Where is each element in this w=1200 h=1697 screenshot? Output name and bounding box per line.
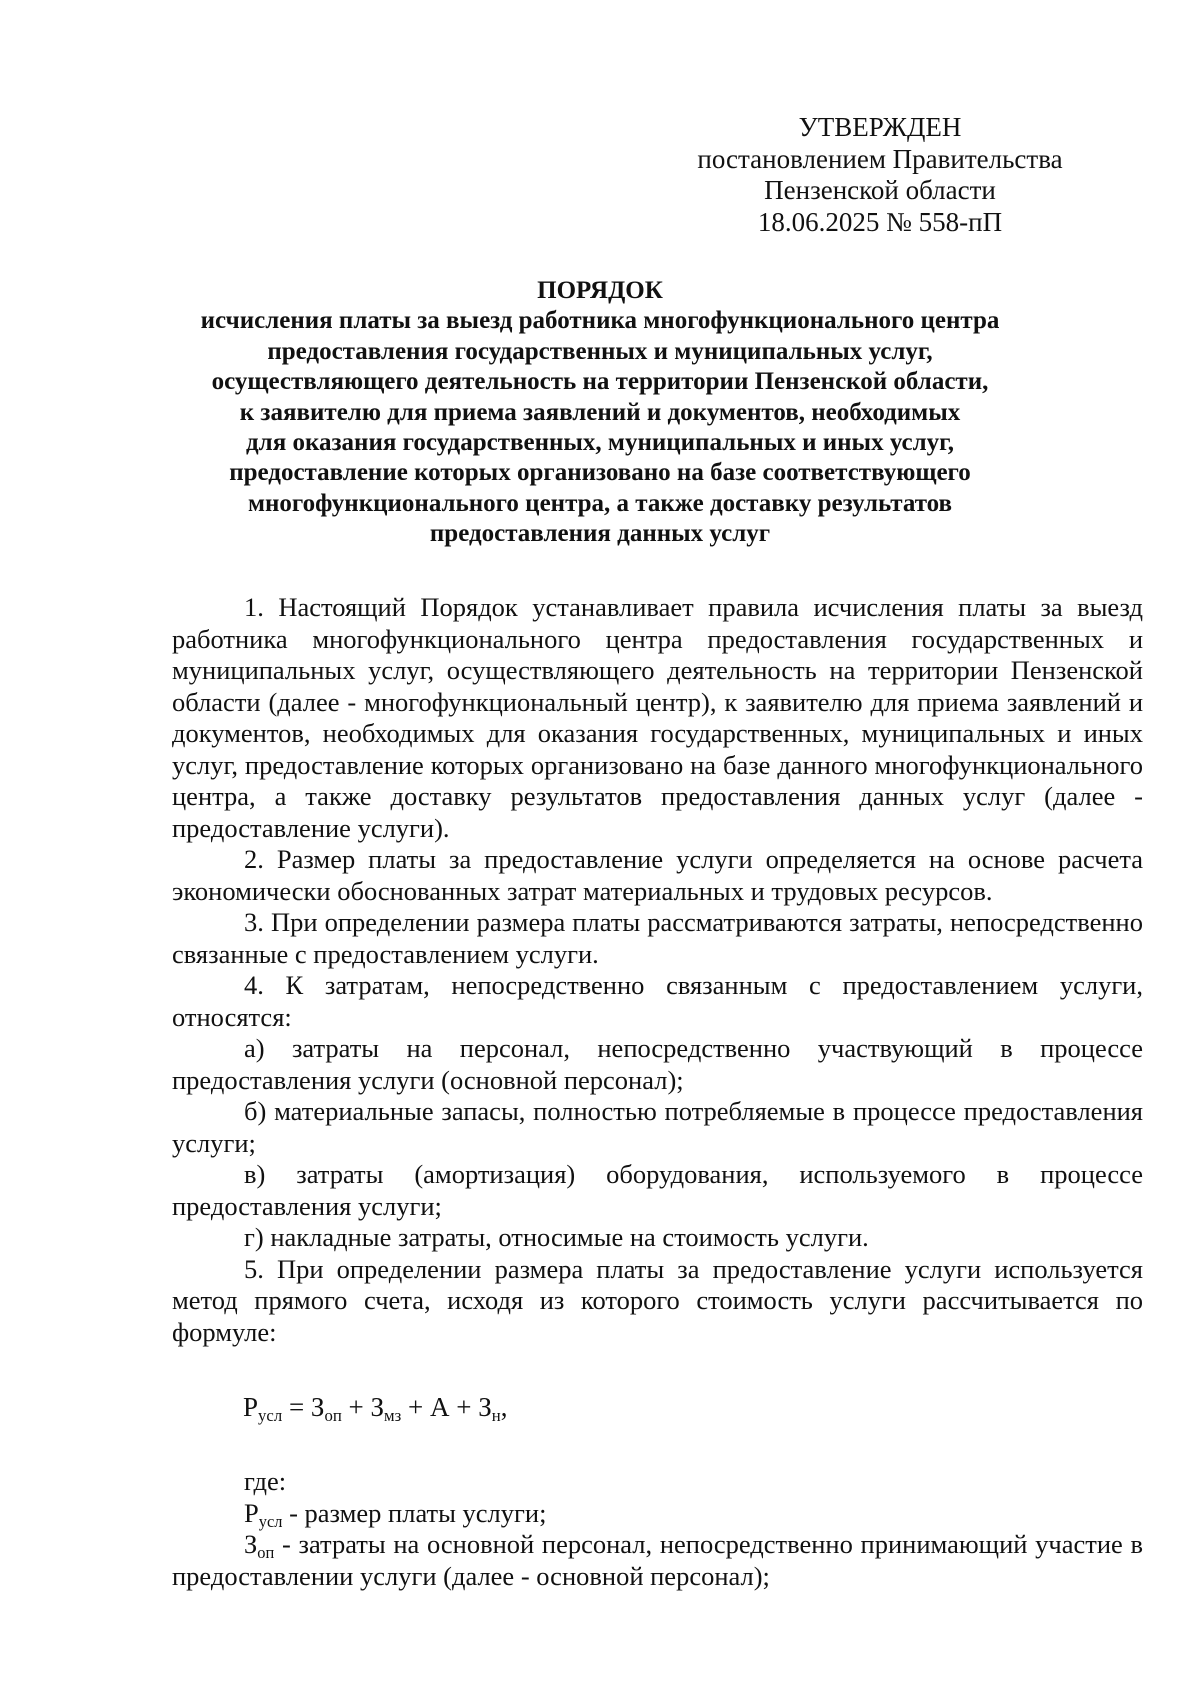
formula-plus-a: + А + [401,1392,479,1422]
formula-p-sub: усл [258,1406,283,1426]
definition-symbol-sub: оп [257,1542,275,1562]
approval-date-number: 18.06.2025 № 558-пП [757,206,1003,237]
paragraph-3: 3. При определении размера платы рассматриваются затраты, непосредственно связанные с предоставлением услуги. [172,907,1143,969]
formula-p: Р [243,1392,259,1422]
definition-symbol: З [244,1529,258,1559]
title-line: к заявителю для приема заявлений и документов, необходимых [239,398,961,426]
title-line: предоставления данных услуг [429,520,771,548]
paragraph-4a: а) затраты на персонал, непосредственно участвующий в процессе предоставления услуги (основной персонал); [172,1033,1143,1095]
title-line: осуществляющего деятельность на территории Пензенской области, [211,368,989,396]
definition-z-op [172,1529,1143,1592]
paragraph-4d: г) накладные затраты, относимые на стоимость услуги. [244,1222,869,1252]
formula-z1: З [310,1392,325,1422]
formula-z3-sub: н [491,1406,501,1426]
title-line: предоставление которых организовано на базе соответствующего [229,459,971,487]
formula-eq: = [282,1392,311,1422]
formula-definitions [172,1466,1143,1592]
paragraph-1: 1. Настоящий Порядок устанавливает правила исчисления платы за выезд работника многофункционального центра предоставления государственных и муниципальных услуг, осуществляющего деятельность на территории Пензенской области (далее - многофункциональный центр), к заявителю для приема заявлений и документов, необходимых для оказания государственных, муниципальных и иных услуг, предоставление которых организовано на базе данного многофункционального центра, а также доставку результатов предоставления данных услуг (далее - предоставление услуги). [172,592,1143,843]
definition-symbol-sub: усл [258,1511,283,1531]
cost-formula [243,1391,508,1426]
paragraph-5: 5. При определении размера платы за предоставление услуги используется метод прямого счета, исходя из которого стоимость услуги рассчитывается по формуле: [172,1253,1143,1347]
formula-end: , [500,1392,508,1422]
definition-p-usl [172,1498,1143,1530]
paragraph-4: 4. К затратам, непосредственно связанным с предоставлением услуги, относятся: [172,970,1143,1032]
paragraph-4b: б) материальные запасы, полностью потребляемые в процессе предоставления услуги; [172,1096,1143,1158]
approval-status: УТВЕРЖДЕН [798,112,962,142]
approval-region: Пензенской области [764,175,996,205]
formula-z2: З [370,1392,385,1422]
document-title [150,276,1050,550]
definition-text: - размер платы услуги; [282,1497,547,1528]
formula-z1-sub: оп [324,1406,342,1426]
approval-stamp [660,112,1100,238]
definition-text: - затраты на основной персонал, непосредственно принимающий участие в предоставлении услуги (далее - основной персонал); [172,1529,1143,1591]
title-line: предоставления государственных и муниципальных услуг, [267,337,933,365]
formula-z3: З [478,1392,492,1422]
formula-z2-sub: мз [384,1406,402,1426]
approval-authority: постановлением Правительства [697,143,1063,174]
definition-symbol: Р [244,1497,259,1528]
title-line: исчисления платы за выезд работника многофункционального центра [200,307,1000,335]
title-line: многофункционального центра, а также доставку результатов [247,489,953,517]
definitions-where: где: [244,1466,287,1496]
title-line: для оказания государственных, муниципальных и иных услуг, [246,429,954,457]
paragraph-2: 2. Размер платы за предоставление услуги определяется на основе расчета экономически обоснованных затрат материальных и трудовых ресурсов. [172,844,1143,906]
document-body [172,592,1143,1348]
formula-plus: + [341,1392,371,1422]
paragraph-4c: в) затраты (амортизация) оборудования, используемого в процессе предоставления услуги; [172,1159,1143,1221]
title-heading: ПОРЯДОК [537,277,663,304]
